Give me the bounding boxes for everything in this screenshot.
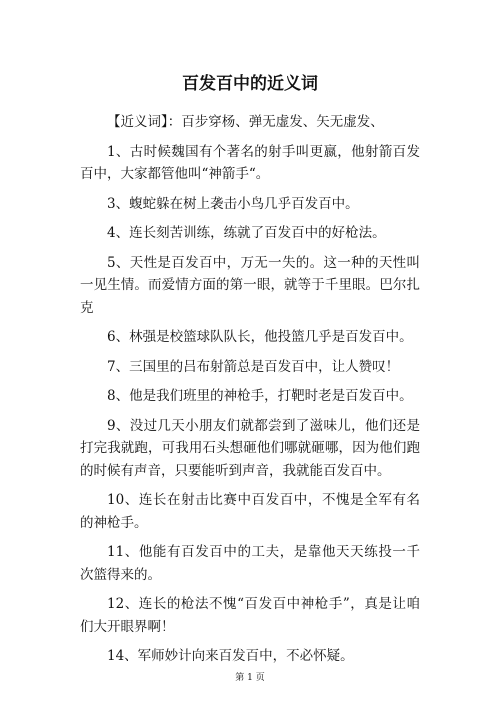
paragraph-example-10: 10、连长在射击比赛中百发百中，不愧是全军有名的神枪手。	[80, 492, 420, 531]
paragraph-example-9: 9、没过几天小朋友们就都尝到了滋味儿，他们还是打完我就跑，可我用石头想砸他们哪就砸哪，因为他们跑的时候有声音，只要能听到声音，我就能百发百中。	[80, 417, 420, 479]
document-body	[80, 111, 420, 675]
paragraph-example-4: 4、连长刻苦训练，练就了百发百中的好枪法。	[107, 225, 386, 241]
paragraph-example-11: 11、他能有百发百中的工夫，是靠他天天练投一千次篮得来的。	[80, 544, 420, 583]
paragraph-example-7: 7、三国里的吕布射箭总是百发百中，让人赞叹！	[107, 358, 400, 375]
paragraph-example-1: 1、古时候魏国有个著名的射手叫更嬴，他射箭百发百中，大家都管他叫“神箭手“。	[80, 143, 420, 182]
paragraph-example-6: 6、林强是校篮球队队长，他投篮几乎是百发百中。	[107, 329, 413, 345]
paragraph-example-14: 14、军师妙计向来百发百中，不必怀疑。	[107, 648, 354, 664]
page-number-footer: 第 1 页	[235, 673, 265, 683]
paragraph-synonyms: 【近义词】：百步穿杨、弹无虚发、矢无虚发、	[107, 114, 384, 130]
paragraph-example-3: 3、蝮蛇躲在树上袭击小鸟几乎百发百中。	[107, 195, 359, 212]
paragraph-example-8: 8、他是我们班里的神枪手，打靶时老是百发百中。	[107, 388, 413, 404]
paragraph-example-5: 5、天性是百发百中，万无一失的。这一种的天性叫一见生情。而爱情方面的第一眼，就等于千里眼。巴尔扎克	[80, 254, 420, 316]
document-title: 百发百中的近义词	[182, 74, 318, 94]
paragraph-example-12: 12、连长的枪法不愧“百发百中神枪手”，真是让咱们大开眼界啊！	[80, 596, 420, 635]
